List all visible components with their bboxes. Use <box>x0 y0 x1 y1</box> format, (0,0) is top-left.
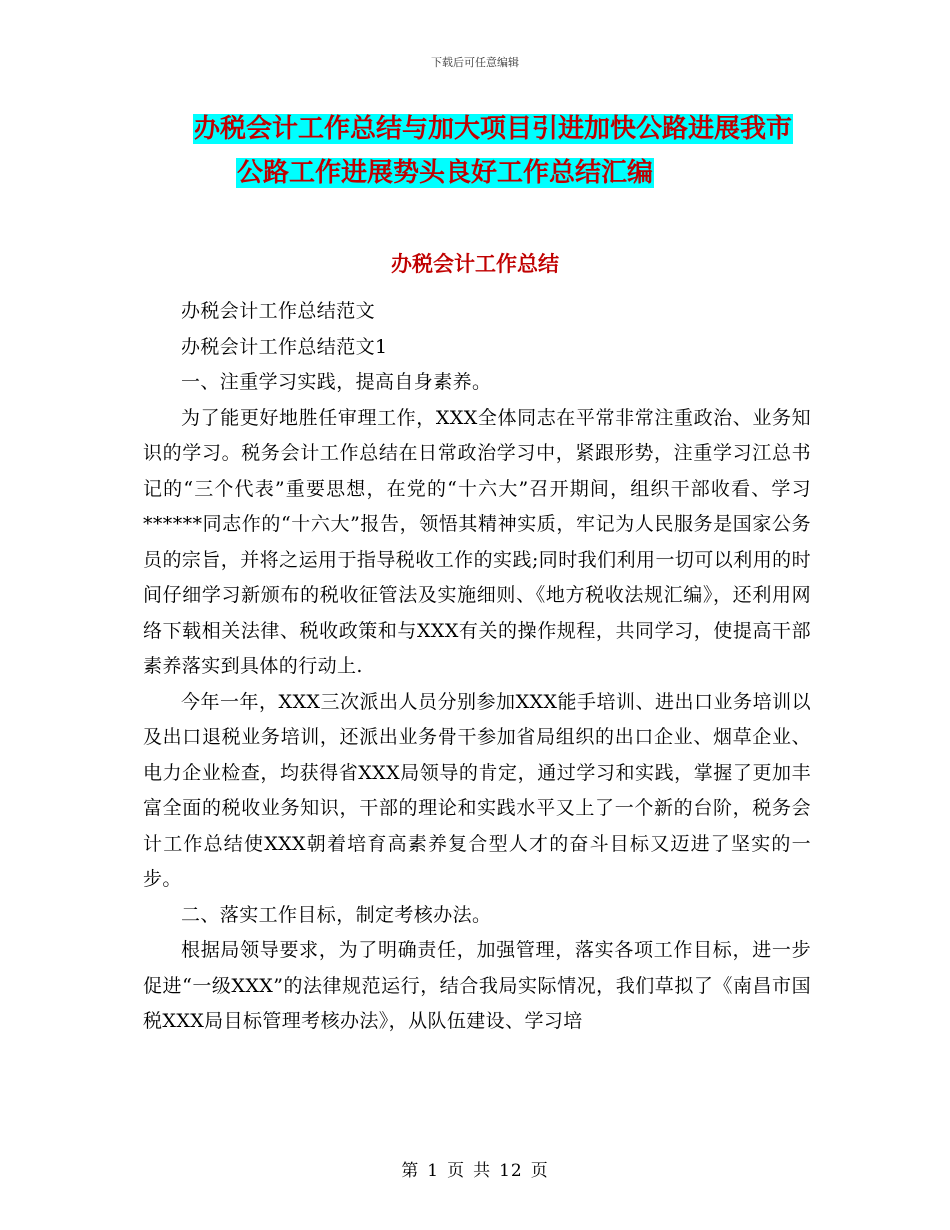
total-label: 共 <box>473 1161 492 1181</box>
total-pages: 12 <box>499 1161 523 1181</box>
title-line-1: 办税会计工作总结与加大项目引进加快公路进展我市 <box>194 114 793 144</box>
total-unit: 页 <box>530 1161 549 1181</box>
header-note: 下载后可任意编辑 <box>431 56 519 69</box>
paragraph: 二、落实工作目标，制定考核办法。 <box>181 903 492 926</box>
paragraph: 一、注重学习实践，提高自身素养。 <box>181 371 492 393</box>
page-number: 1 <box>427 1161 440 1181</box>
page-label: 第 <box>401 1161 420 1181</box>
paragraph: 办税会计工作总结范文 <box>181 300 376 322</box>
paragraph: 为了能更好地胜任审理工作，XXX全体同志在平常非常注重政治、业务知识的学习。税务会计工作总结在日常政治学习中，紧跟形势，注重学习江总书记的“三个代表”重要思想，在党的“十六大”召开期间，组织干部收看、学习******同志作的“十六大”报告，领悟其精神实质，牢记为人民服务是国家公务员的宗旨，并将之运用于指导税收工作的实践;同时我们利用一切可以利用的时间仔细学习新颁布的税收征管法及实施细则、《地方税收法规汇编》，还利用网络下载相关法律、税收政策和与XXX有关的操作规程，共同学习，使提高干部素养落实到具体的行动上. <box>143 406 811 677</box>
paragraph: 今年一年，XXX三次派出人员分别参加XXX能手培训、进出口业务培训以及出口退税业务培训，还派出业务骨干参加省局组织的出口企业、烟草企业、电力企业检查，均获得省XXX局领导的肯定，通过学习和实践，掌握了更加丰富全面的税收业务知识，干部的理论和实践水平又上了一个新的台阶，税务会计工作总结使XXX朝着培育高素养复合型人才的奋斗目标又迈进了坚实的一步。 <box>143 690 811 890</box>
body-text <box>143 294 811 1040</box>
paragraph: 根据局领导要求，为了明确责任，加强管理，落实各项工作目标，进一步促进“一级XXX”的法律规范运行，结合我局实际情况，我们草拟了《南昌市国税XXX局目标管理考核办法》，从队伍建设、学习培 <box>143 939 811 1032</box>
section-title: 办税会计工作总结 <box>391 252 559 276</box>
page-footer <box>0 1156 950 1181</box>
page-unit: 页 <box>447 1161 466 1181</box>
title-line-2: 公路工作进展势头良好工作总结汇编 <box>237 158 654 188</box>
paragraph: 办税会计工作总结范文1 <box>181 335 388 358</box>
